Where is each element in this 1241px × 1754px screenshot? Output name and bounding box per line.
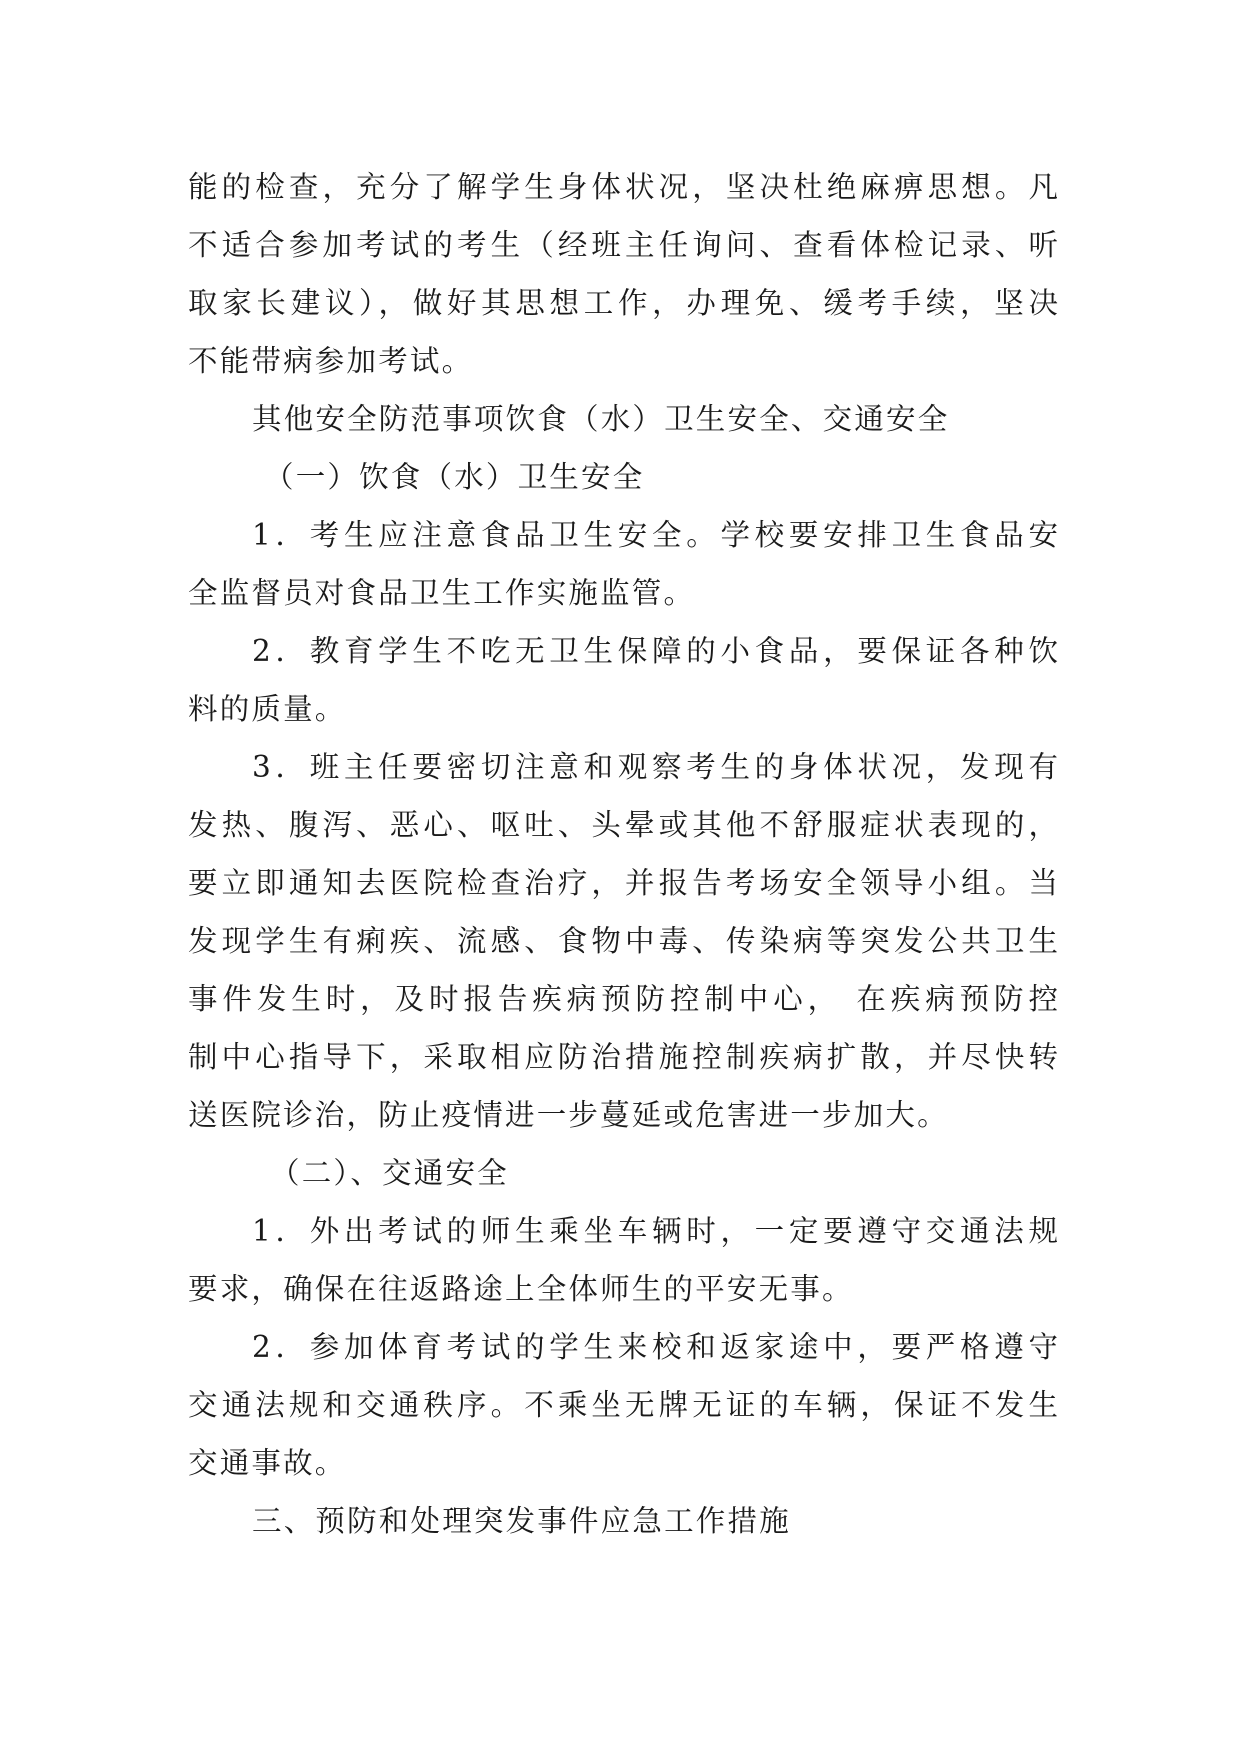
text-line: 取家长建议），做好其思想工作，办理免、缓考手续，坚决 — [188, 286, 1058, 320]
document-body — [188, 158, 1058, 1550]
text-line: 2．参加体育考试的学生来校和返家途中，要严格遵守 — [252, 1330, 1058, 1364]
subsection-heading: （一）饮食（水）卫生安全 — [264, 460, 645, 494]
text-line: 全监督员对食品卫生工作实施监管。 — [188, 576, 696, 610]
text-line: 发现学生有痢疾、流感、食物中毒、传染病等突发公共卫生 — [188, 924, 1058, 958]
text-line: 要求，确保在往返路途上全体师生的平安无事。 — [188, 1272, 854, 1306]
text-line: 能的检查，充分了解学生身体状况，坚决杜绝麻痹思想。凡 — [188, 170, 1058, 204]
text-line: 要立即通知去医院检查治疗，并报告考场安全领导小组。当 — [188, 866, 1058, 900]
text-line: 不能带病参加考试。 — [188, 344, 474, 378]
text-line: 不适合参加考试的考生（经班主任询问、查看体检记录、听 — [188, 228, 1058, 262]
text-line: 料的质量。 — [188, 692, 347, 726]
text-line: 发热、腹泻、恶心、呕吐、头晕或其他不舒服症状表现的， — [188, 808, 1058, 842]
text-line: 1．外出考试的师生乘坐车辆时，一定要遵守交通法规 — [252, 1214, 1058, 1248]
text-line: 送医院诊治，防止疫情进一步蔓延或危害进一步加大。 — [188, 1098, 949, 1132]
text-line: 交通法规和交通秩序。不乘坐无牌无证的车辆，保证不发生 — [188, 1388, 1058, 1422]
section-heading: 三、预防和处理突发事件应急工作措施 — [252, 1504, 791, 1538]
text-line: 1．考生应注意食品卫生安全。学校要安排卫生食品安 — [252, 518, 1058, 552]
text-line: 3．班主任要密切注意和观察考生的身体状况，发现有 — [252, 750, 1058, 784]
text-line: 交通事故。 — [188, 1446, 347, 1480]
text-line: 事件发生时，及时报告疾病预防控制中心， 在疾病预防控 — [188, 982, 1058, 1016]
section-heading: 其他安全防范事项饮食（水）卫生安全、交通安全 — [252, 402, 950, 436]
text-line: 2．教育学生不吃无卫生保障的小食品，要保证各种饮 — [252, 634, 1058, 668]
subsection-heading: （二）、交通安全 — [270, 1156, 509, 1190]
text-line: 制中心指导下，采取相应防治措施控制疾病扩散，并尽快转 — [188, 1040, 1058, 1074]
